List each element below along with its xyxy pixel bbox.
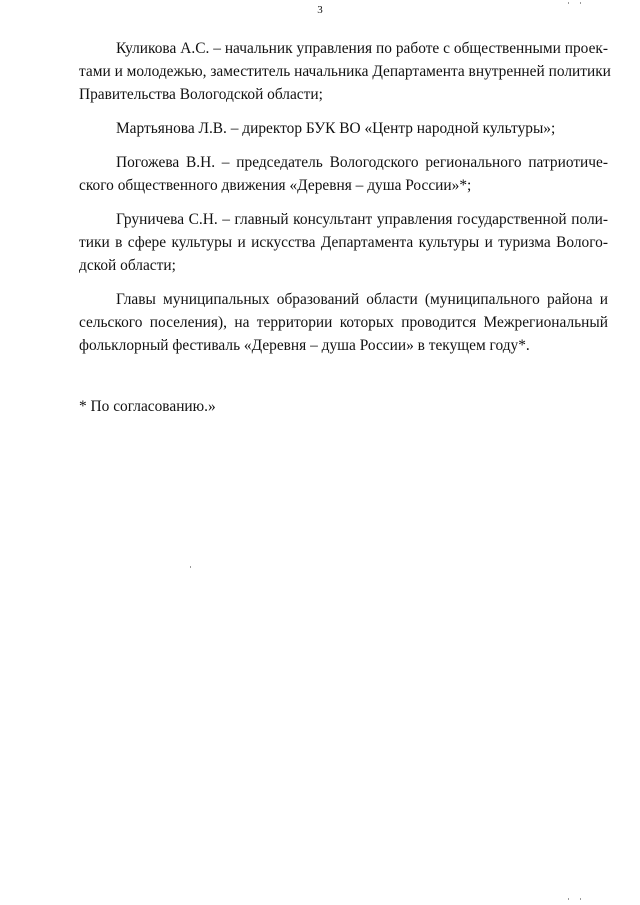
scan-speck: [580, 2, 581, 4]
entry-line: Мартьянова Л.В. – директор БУК ВО «Центр народной культуры»;: [116, 120, 556, 137]
entry-line: ского общественного движения «Деревня – душа России»*;: [79, 177, 472, 194]
page-number: 3: [317, 4, 323, 16]
entry-line: сельского поселения), на территории которых проводится Межрегиональный: [79, 314, 608, 331]
entry-line: Погожева В.Н. – председатель Вологодского регионального патриотиче-: [116, 154, 608, 171]
entry-line: тики в сфере культуры и искусства Департамента культуры и туризма Волого-: [79, 234, 608, 251]
entry-pogozheva: [79, 151, 608, 197]
entry-line: дской области;: [79, 257, 176, 274]
entry-grunicheva: [79, 208, 608, 277]
scan-speck: [568, 898, 569, 900]
entry-line: Правительства Вологодской области;: [79, 86, 323, 103]
entry-line: Груничева С.Н. – главный консультант управления государственной поли-: [116, 211, 608, 228]
entry-line: Куликова А.С. – начальник управления по работе с общественными проек-: [116, 40, 608, 57]
scan-speck: [190, 566, 191, 568]
scan-speck: [580, 898, 581, 900]
entry-line: фольклорный фестиваль «Деревня – душа России» в текущем году*.: [79, 337, 530, 354]
entry-heads-of-municipalities: [79, 288, 608, 357]
document-body: [79, 37, 611, 368]
entry-line: тами и молодежью, заместитель начальника Департамента внутренней политики: [79, 63, 611, 80]
entry-line: Главы муниципальных образований области (муниципального района и: [116, 291, 608, 308]
entry-kulikova: [79, 37, 611, 106]
footnote: * По согласованию.»: [79, 398, 216, 415]
scan-speck: [568, 2, 569, 4]
entry-martyanova: [79, 117, 608, 140]
